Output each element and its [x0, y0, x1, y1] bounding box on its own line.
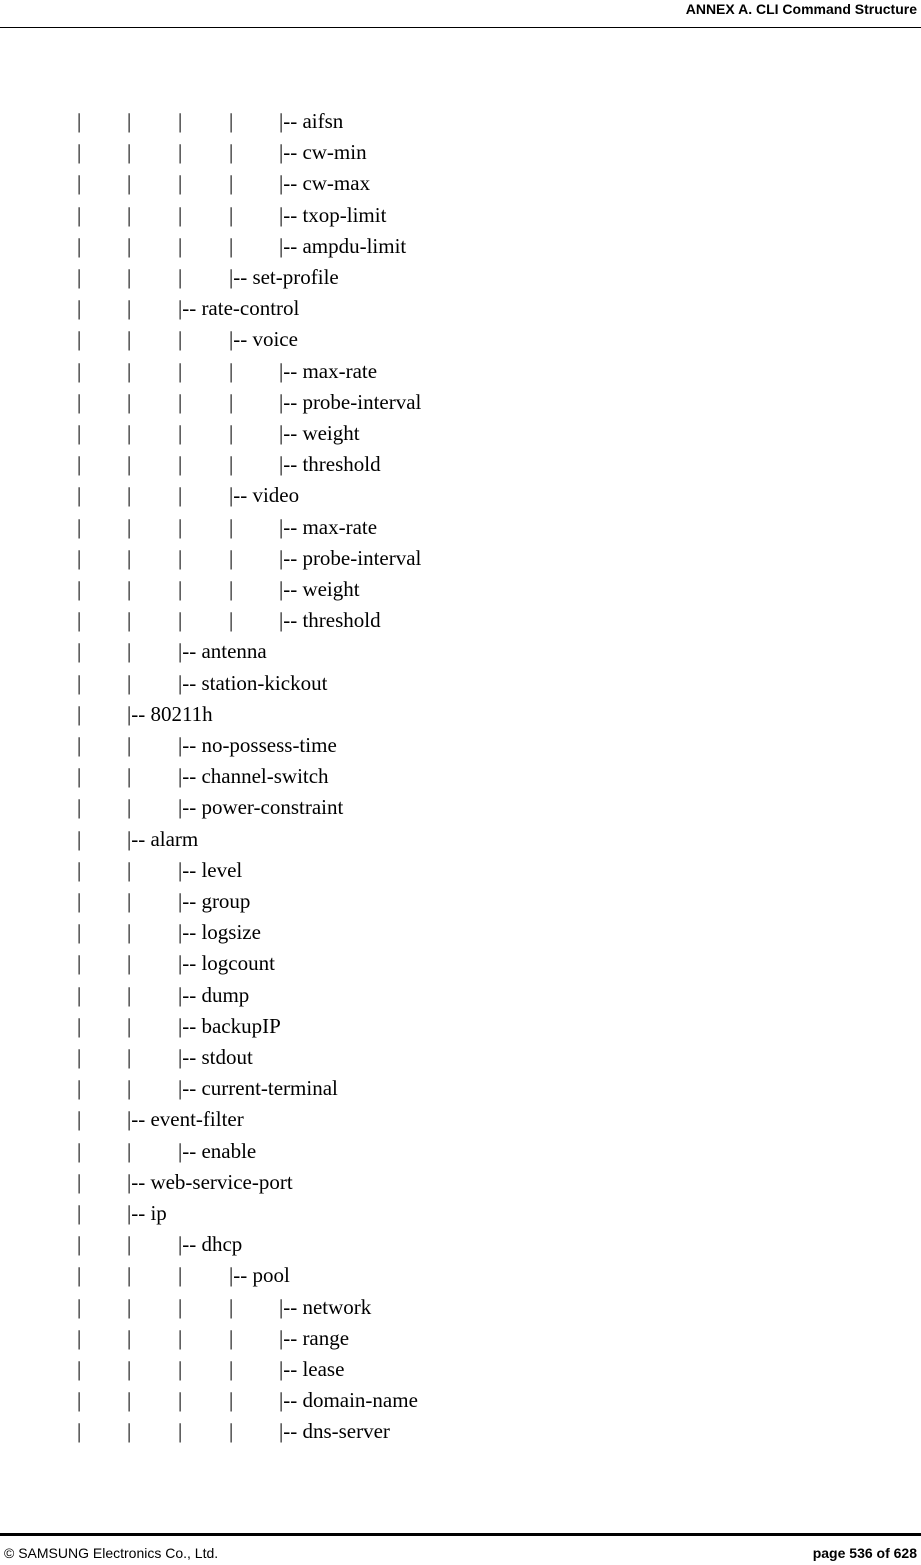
tree-node-label: |-- lease: [279, 1357, 345, 1381]
tree-guide-bar: |: [127, 1076, 132, 1101]
tree-node-label: |-- dns-server: [279, 1419, 390, 1444]
tree-guide-bar: |: [229, 171, 234, 196]
tree-node-label: |-- cw-min: [279, 140, 367, 165]
tree-guide-bar: |: [127, 389, 132, 414]
tree-row: [0, 1107, 700, 1131]
tree-guide-bar: |: [178, 358, 183, 383]
tree-row: [0, 951, 700, 975]
tree-guide-bar: |: [77, 764, 82, 789]
tree-guide-bar: |: [178, 1263, 183, 1288]
tree-guide-bar: |: [77, 233, 82, 258]
tree-guide-bar: |: [77, 951, 82, 976]
tree-node-label: |-- antenna: [178, 639, 267, 664]
tree-node-label: |-- max-rate: [279, 514, 378, 539]
tree-guide-bar: |: [229, 109, 234, 133]
tree-guide-bar: |: [77, 1169, 82, 1194]
tree-guide-bar: |: [229, 1325, 234, 1350]
tree-node-label: |-- network: [279, 1294, 372, 1319]
tree-row: [0, 546, 700, 570]
tree-node-label: |-- dump: [178, 982, 250, 1007]
tree-node-label: |-- threshold: [279, 608, 381, 633]
tree-row: [0, 1388, 700, 1412]
tree-node-label: |-- logsize: [178, 920, 261, 945]
tree-node-label: |-- enable: [178, 1138, 257, 1163]
tree-guide-bar: |: [127, 1294, 132, 1319]
tree-guide-bar: |: [77, 1419, 82, 1444]
tree-node-label: |-- range: [279, 1325, 350, 1350]
tree-guide-bar: |: [127, 1232, 132, 1257]
tree-guide-bar: |: [127, 889, 132, 913]
tree-node-label: |-- alarm: [127, 826, 199, 851]
tree-guide-bar: |: [77, 889, 82, 913]
tree-row: [0, 1419, 700, 1443]
tree-guide-bar: |: [127, 920, 132, 945]
tree-guide-bar: |: [229, 358, 234, 383]
tree-guide-bar: |: [229, 1419, 234, 1444]
tree-guide-bar: |: [77, 452, 82, 477]
tree-guide-bar: |: [127, 1388, 132, 1413]
tree-node-label: |-- probe-interval: [279, 545, 422, 570]
tree-row: [0, 608, 700, 632]
tree-guide-bar: |: [178, 202, 183, 227]
tree-node-label: |-- max-rate: [279, 358, 378, 383]
tree-guide-bar: |: [127, 670, 132, 695]
tree-row: [0, 1045, 700, 1069]
tree-guide-bar: |: [77, 514, 82, 539]
tree-guide-bar: |: [127, 1138, 132, 1163]
tree-row: [0, 421, 700, 445]
tree-node-label: |-- dhcp: [178, 1232, 243, 1257]
tree-guide-bar: |: [77, 109, 82, 133]
tree-guide-bar: |: [77, 826, 82, 851]
tree-guide-bar: |: [127, 1013, 132, 1038]
tree-guide-bar: |: [127, 327, 132, 352]
tree-guide-bar: |: [178, 1357, 183, 1381]
tree-node-label: |-- stdout: [178, 1045, 253, 1069]
tree-node-label: |-- txop-limit: [279, 202, 387, 227]
tree-row: [0, 577, 700, 601]
tree-node-label: |-- pool: [229, 1263, 290, 1288]
tree-guide-bar: |: [229, 452, 234, 477]
tree-guide-bar: |: [178, 421, 183, 445]
tree-guide-bar: |: [77, 1201, 82, 1225]
tree-guide-bar: |: [77, 1294, 82, 1319]
tree-guide-bar: |: [127, 358, 132, 383]
tree-guide-bar: |: [127, 764, 132, 789]
tree-node-label: |-- set-profile: [229, 265, 339, 289]
tree-row: [0, 920, 700, 944]
tree-guide-bar: |: [77, 1388, 82, 1413]
tree-guide-bar: |: [77, 577, 82, 601]
tree-node-label: |-- station-kickout: [178, 670, 328, 695]
tree-guide-bar: |: [77, 483, 82, 508]
tree-node-label: |-- probe-interval: [279, 389, 422, 414]
tree-row: [0, 1170, 700, 1194]
tree-guide-bar: |: [229, 1388, 234, 1413]
tree-node-label: |-- aifsn: [279, 109, 344, 133]
page-header-title: ANNEX A. CLI Command Structure: [685, 1, 917, 17]
tree-guide-bar: |: [77, 795, 82, 820]
tree-row: [0, 702, 700, 726]
tree-guide-bar: |: [229, 577, 234, 601]
tree-node-label: |-- 80211h: [127, 701, 213, 726]
tree-guide-bar: |: [127, 421, 132, 445]
tree-guide-bar: |: [77, 701, 82, 726]
tree-guide-bar: |: [178, 327, 183, 352]
tree-guide-bar: |: [77, 265, 82, 289]
tree-guide-bar: |: [127, 483, 132, 508]
tree-row: [0, 1295, 700, 1319]
footer-copyright: © SAMSUNG Electronics Co., Ltd.: [4, 1545, 219, 1561]
footer-divider: [0, 1533, 921, 1536]
tree-node-label: |-- level: [178, 857, 243, 882]
tree-guide-bar: |: [127, 265, 132, 289]
tree-guide-bar: |: [77, 1263, 82, 1288]
tree-node-label: |-- logcount: [178, 951, 275, 976]
tree-guide-bar: |: [178, 545, 183, 570]
tree-guide-bar: |: [178, 577, 183, 601]
tree-node-label: |-- voice: [229, 327, 298, 352]
tree-guide-bar: |: [127, 608, 132, 633]
tree-node-label: |-- web-service-port: [127, 1169, 293, 1194]
tree-row: [0, 639, 700, 663]
tree-guide-bar: |: [127, 857, 132, 882]
tree-guide-bar: |: [77, 1045, 82, 1069]
tree-guide-bar: |: [178, 1325, 183, 1350]
tree-row: [0, 1076, 700, 1100]
tree-guide-bar: |: [77, 733, 82, 757]
tree-guide-bar: |: [178, 233, 183, 258]
tree-guide-bar: |: [127, 514, 132, 539]
tree-guide-bar: |: [77, 1013, 82, 1038]
tree-row: [0, 1014, 700, 1038]
tree-guide-bar: |: [229, 202, 234, 227]
tree-guide-bar: |: [127, 1357, 132, 1381]
tree-guide-bar: |: [178, 608, 183, 633]
tree-guide-bar: |: [127, 1325, 132, 1350]
tree-node-label: |-- ampdu-limit: [279, 233, 407, 258]
tree-row: [0, 858, 700, 882]
tree-node-label: |-- cw-max: [279, 171, 371, 196]
tree-node-label: |-- rate-control: [178, 296, 300, 321]
tree-guide-bar: |: [127, 202, 132, 227]
tree-guide-bar: |: [178, 140, 183, 165]
tree-guide-bar: |: [77, 421, 82, 445]
tree-guide-bar: |: [127, 733, 132, 757]
tree-row: [0, 390, 700, 414]
tree-row: [0, 671, 700, 695]
tree-node-label: |-- group: [178, 889, 251, 913]
tree-guide-bar: |: [127, 1045, 132, 1069]
tree-row: [0, 1326, 700, 1350]
tree-guide-bar: |: [77, 982, 82, 1007]
tree-guide-bar: |: [77, 202, 82, 227]
tree-guide-bar: |: [77, 857, 82, 882]
tree-guide-bar: |: [77, 358, 82, 383]
tree-row: [0, 733, 700, 757]
tree-node-label: |-- backupIP: [178, 1013, 281, 1038]
tree-row: [0, 1139, 700, 1163]
tree-guide-bar: |: [127, 452, 132, 477]
tree-guide-bar: |: [77, 389, 82, 414]
tree-guide-bar: |: [77, 920, 82, 945]
tree-row: [0, 1263, 700, 1287]
tree-row: [0, 795, 700, 819]
tree-guide-bar: |: [127, 296, 132, 321]
tree-guide-bar: |: [229, 1294, 234, 1319]
tree-node-label: |-- current-terminal: [178, 1076, 338, 1101]
tree-guide-bar: |: [77, 1076, 82, 1101]
tree-row: [0, 140, 700, 164]
tree-row: [0, 983, 700, 1007]
tree-row: [0, 1357, 700, 1381]
tree-row: [0, 452, 700, 476]
tree-guide-bar: |: [178, 514, 183, 539]
tree-guide-bar: |: [77, 1138, 82, 1163]
tree-guide-bar: |: [77, 639, 82, 664]
tree-guide-bar: |: [229, 514, 234, 539]
tree-guide-bar: |: [77, 171, 82, 196]
tree-node-label: |-- domain-name: [279, 1388, 418, 1413]
tree-row: [0, 327, 700, 351]
tree-guide-bar: |: [127, 109, 132, 133]
tree-guide-bar: |: [77, 608, 82, 633]
tree-row: [0, 1201, 700, 1225]
tree-guide-bar: |: [178, 389, 183, 414]
tree-node-label: |-- weight: [279, 577, 360, 601]
tree-guide-bar: |: [127, 140, 132, 165]
tree-guide-bar: |: [127, 795, 132, 820]
tree-guide-bar: |: [178, 1294, 183, 1319]
tree-guide-bar: |: [127, 233, 132, 258]
tree-guide-bar: |: [127, 951, 132, 976]
tree-guide-bar: |: [229, 421, 234, 445]
tree-row: [0, 265, 700, 289]
tree-guide-bar: |: [178, 1419, 183, 1444]
tree-row: [0, 764, 700, 788]
tree-guide-bar: |: [229, 389, 234, 414]
tree-row: [0, 359, 700, 383]
tree-row: [0, 889, 700, 913]
tree-guide-bar: |: [178, 265, 183, 289]
tree-guide-bar: |: [127, 545, 132, 570]
tree-guide-bar: |: [127, 1263, 132, 1288]
tree-row: [0, 515, 700, 539]
tree-guide-bar: |: [127, 1419, 132, 1444]
tree-node-label: |-- video: [229, 483, 300, 508]
tree-row: [0, 171, 700, 195]
tree-guide-bar: |: [77, 1107, 82, 1132]
tree-guide-bar: |: [229, 1357, 234, 1381]
tree-guide-bar: |: [127, 171, 132, 196]
tree-row: [0, 1232, 700, 1256]
tree-row: [0, 234, 700, 258]
tree-guide-bar: |: [77, 296, 82, 321]
tree-guide-bar: |: [127, 982, 132, 1007]
tree-guide-bar: |: [229, 608, 234, 633]
tree-guide-bar: |: [77, 1325, 82, 1350]
tree-node-label: |-- weight: [279, 421, 360, 445]
tree-node-label: |-- power-constraint: [178, 795, 344, 820]
tree-row: [0, 203, 700, 227]
tree-node-label: |-- threshold: [279, 452, 381, 477]
tree-row: [0, 483, 700, 507]
header-divider: [0, 27, 921, 28]
tree-guide-bar: |: [178, 1388, 183, 1413]
tree-guide-bar: |: [77, 670, 82, 695]
tree-row: [0, 296, 700, 320]
tree-guide-bar: |: [77, 140, 82, 165]
tree-guide-bar: |: [178, 171, 183, 196]
tree-node-label: |-- no-possess-time: [178, 733, 337, 757]
tree-guide-bar: |: [77, 545, 82, 570]
tree-guide-bar: |: [229, 233, 234, 258]
tree-guide-bar: |: [77, 1232, 82, 1257]
tree-guide-bar: |: [178, 452, 183, 477]
tree-row: [0, 109, 700, 133]
tree-guide-bar: |: [178, 109, 183, 133]
tree-guide-bar: |: [229, 140, 234, 165]
tree-node-label: |-- channel-switch: [178, 764, 329, 789]
tree-guide-bar: |: [77, 327, 82, 352]
tree-guide-bar: |: [229, 545, 234, 570]
tree-node-label: |-- ip: [127, 1201, 167, 1225]
tree-row: [0, 827, 700, 851]
tree-guide-bar: |: [127, 639, 132, 664]
tree-guide-bar: |: [178, 483, 183, 508]
tree-node-label: |-- event-filter: [127, 1107, 244, 1132]
footer-page-number: page 536 of 628: [812, 1545, 917, 1561]
tree-guide-bar: |: [77, 1357, 82, 1381]
tree-guide-bar: |: [127, 577, 132, 601]
